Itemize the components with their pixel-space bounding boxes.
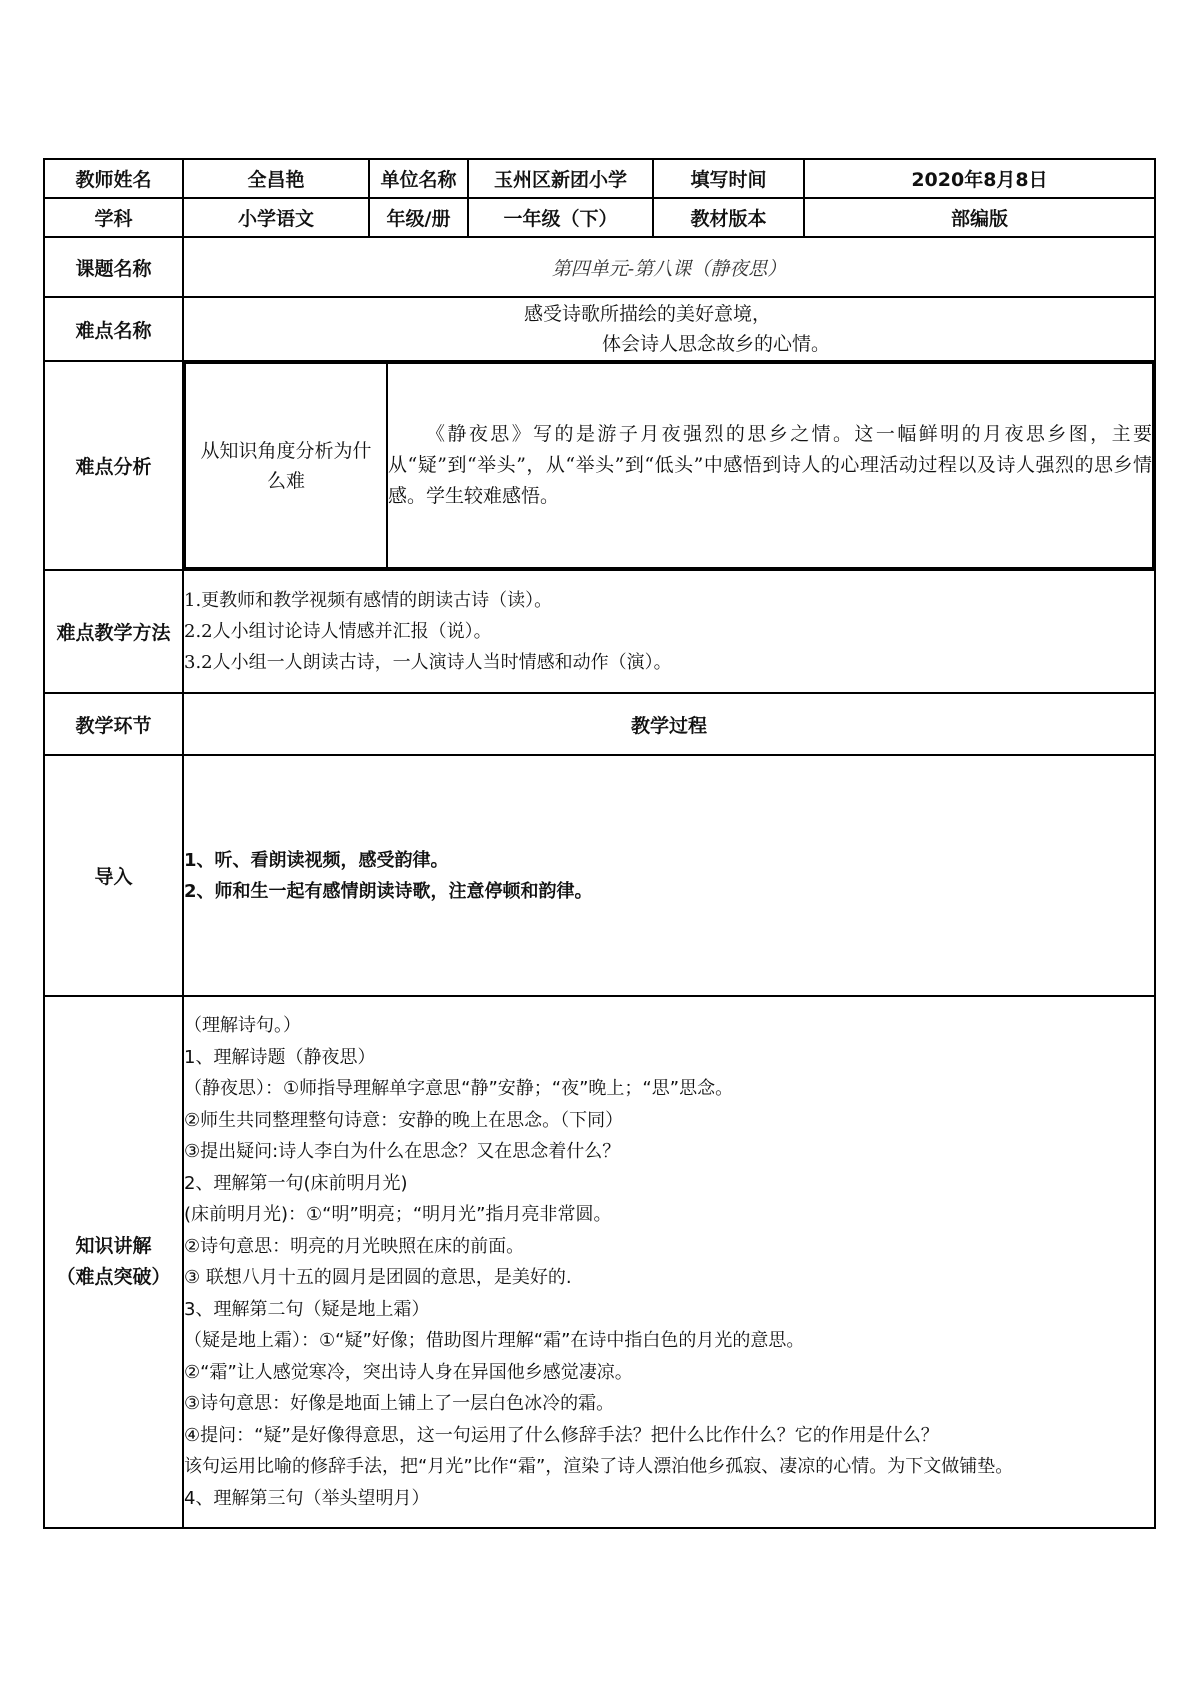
knowledge-line: ②“霜”让人感觉寒冷，突出诗人身在异国他乡感觉凄凉。 <box>184 1361 633 1383</box>
methods-content <box>183 570 1155 693</box>
difficulty-row <box>44 297 1155 361</box>
lesson-plan-table <box>43 158 1156 1529</box>
knowledge-line: 该句运用比喻的修辞手法，把“月光”比作“霜”，渲染了诗人漂泊他乡孤寂、凄凉的心情。为下文做铺垫。 <box>184 1456 1014 1477</box>
intro-content <box>183 755 1155 996</box>
intro-label: 导入 <box>44 755 183 996</box>
date-value: 2020年8月8日 <box>804 159 1155 198</box>
grade-label: 年级/册 <box>369 198 468 237</box>
knowledge-label-line-2: （难点突破） <box>56 1266 171 1288</box>
header-row-1 <box>44 159 1155 198</box>
date-label: 填写时间 <box>653 159 804 198</box>
intro-row <box>44 755 1155 996</box>
knowledge-line: 2、理解第一句(床前明月光) <box>184 1172 408 1194</box>
knowledge-line: (床前明月光)：①“明”明亮；“明月光”指月亮非常圆。 <box>184 1204 612 1225</box>
analysis-text: 《静夜思》写的是游子月夜强烈的思乡之情。这一幅鲜明的月夜思乡图，主要从“疑”到“举头”，从“举头”到“低头”中感悟到诗人的心理活动过程以及诗人强烈的思乡情感。学生较难感悟。 <box>387 363 1153 568</box>
knowledge-label-line-1: 知识讲解 <box>75 1235 152 1257</box>
analysis-content <box>183 361 1155 570</box>
knowledge-line: 4、理解第三句（举头望明月） <box>184 1487 430 1509</box>
teacher-name-label: 教师姓名 <box>44 159 183 198</box>
knowledge-line: 1、理解诗题（静夜思） <box>184 1046 376 1068</box>
method-item: 1.更教师和教学视频有感情的朗读古诗（读）。 <box>184 590 553 611</box>
topic-row <box>44 237 1155 297</box>
knowledge-line: ③提出疑问:诗人李白为什么在思念？又在思念着什么？ <box>184 1141 621 1162</box>
knowledge-line: ④提问：“疑”是好像得意思，这一句运用了什么修辞手法？把什么比作什么？它的作用是什么？ <box>184 1424 939 1446</box>
knowledge-line: ③ 联想八月十五的圆月是团圆的意思，是美好的. <box>184 1267 572 1288</box>
subject-label: 学科 <box>44 198 183 237</box>
grade-value: 一年级（下） <box>468 198 653 237</box>
process-label: 教学过程 <box>183 693 1155 755</box>
method-item: 3.2人小组一人朗读古诗，一人演诗人当时情感和动作（演）。 <box>184 652 672 673</box>
difficulty-line-1: 感受诗歌所描绘的美好意境， <box>524 303 772 325</box>
topic-label: 课题名称 <box>44 237 183 297</box>
knowledge-line: 3、理解第二句（疑是地上霜） <box>184 1298 430 1320</box>
edition-label: 教材版本 <box>653 198 804 237</box>
topic-value: 第四单元-第八课（静夜思） <box>183 237 1155 297</box>
difficulty-label: 难点名称 <box>44 297 183 361</box>
difficulty-line-2: 体会诗人思念故乡的心情。 <box>602 333 831 355</box>
knowledge-content <box>183 996 1155 1528</box>
unit-name-value: 玉州区新团小学 <box>468 159 653 198</box>
intro-item: 1、听、看朗读视频，感受韵律。 <box>184 849 449 871</box>
methods-label: 难点教学方法 <box>44 570 183 693</box>
knowledge-row <box>44 996 1155 1528</box>
knowledge-line: ③诗句意思：好像是地面上铺上了一层白色冰冷的霜。 <box>184 1393 615 1414</box>
edition-value: 部编版 <box>804 198 1155 237</box>
intro-item: 2、师和生一起有感情朗读诗歌，注意停顿和韵律。 <box>184 880 593 902</box>
knowledge-line: ②师生共同整理整句诗意：安静的晚上在思念。（下同） <box>184 1109 624 1131</box>
method-item: 2.2人小组讨论诗人情感并汇报（说）。 <box>184 621 492 642</box>
analysis-angle-label: 从知识角度分析为什么难 <box>185 363 387 568</box>
knowledge-line: （理解诗句。） <box>184 1015 301 1036</box>
teacher-name-value: 全昌艳 <box>183 159 369 198</box>
subject-value: 小学语文 <box>183 198 369 237</box>
process-header-row <box>44 693 1155 755</box>
knowledge-line: （静夜思）：①师指导理解单字意思“静”安静；“夜”晚上；“思”思念。 <box>184 1078 734 1099</box>
stage-label: 教学环节 <box>44 693 183 755</box>
analysis-label: 难点分析 <box>44 361 183 570</box>
knowledge-line: ②诗句意思：明亮的月光映照在床的前面。 <box>184 1235 525 1257</box>
methods-row <box>44 570 1155 693</box>
unit-name-label: 单位名称 <box>369 159 468 198</box>
knowledge-label <box>44 996 183 1528</box>
difficulty-value <box>183 297 1155 361</box>
analysis-inner-table <box>184 362 1154 569</box>
knowledge-line: （疑是地上霜）：①“疑”好像；借助图片理解“霜”在诗中指白色的月光的意思。 <box>184 1330 805 1351</box>
analysis-row <box>44 361 1155 570</box>
header-row-2 <box>44 198 1155 237</box>
